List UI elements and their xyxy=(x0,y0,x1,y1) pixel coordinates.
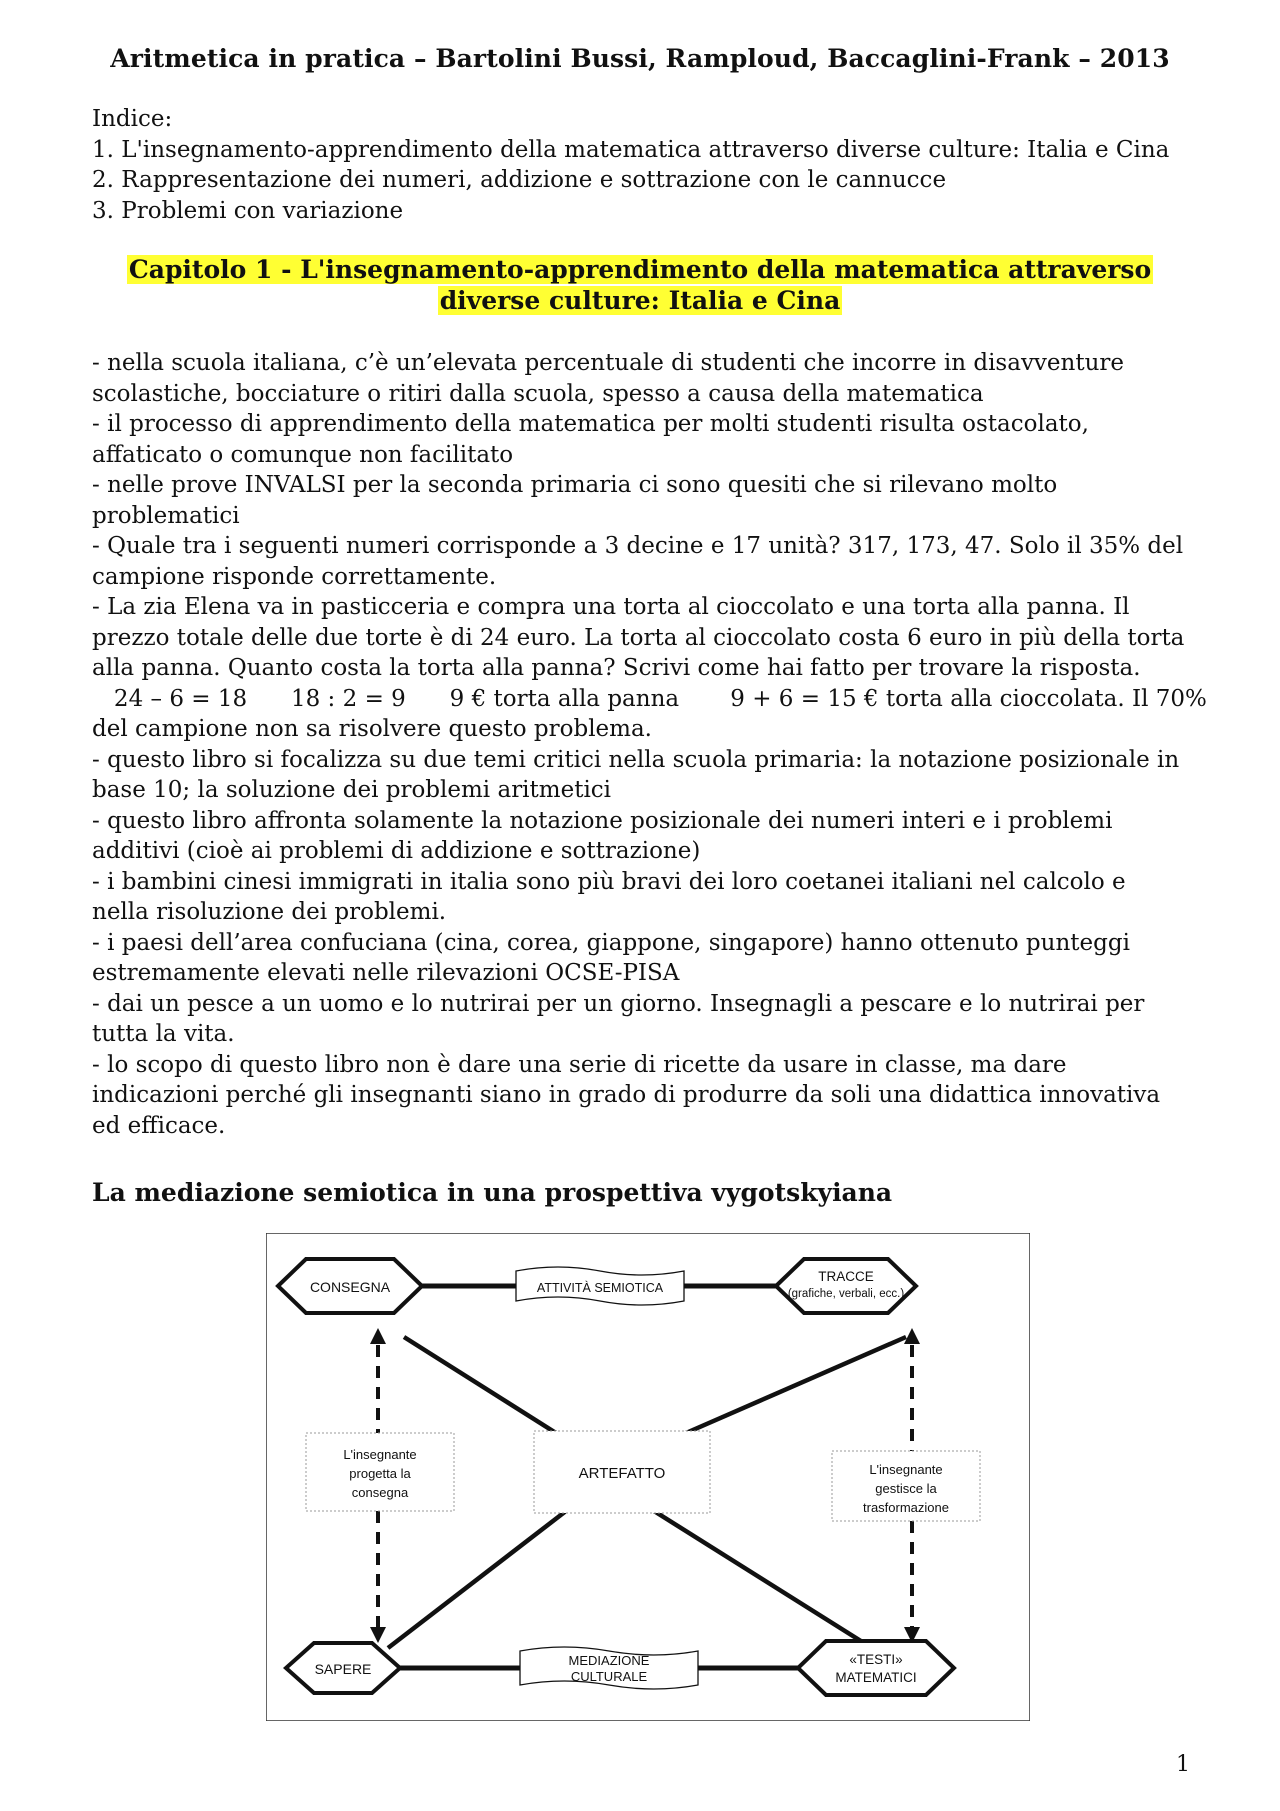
bullet-line: del campione non sa risolvere questo problema. xyxy=(92,716,652,742)
sapere-label: SAPERE xyxy=(314,1661,372,1677)
bullet-line: - i paesi dell’area confuciana (cina, corea, giappone, singapore) hanno ottenuto punteggi xyxy=(92,929,1130,956)
bullet-item xyxy=(92,592,1207,745)
bullet-line: - nelle prove INVALSI per la seconda primaria ci sono quesiti che si rilevano molto xyxy=(92,472,1058,498)
bullet-line: nella risoluzione dei problemi. xyxy=(92,899,447,925)
bullet-item xyxy=(92,989,1202,1050)
index-item: 1. L'insegnamento-apprendimento della matematica attraverso diverse culture: Italia e Cina xyxy=(92,136,1170,163)
testi-matematici-node xyxy=(798,1641,954,1695)
tracce-label: TRACCE xyxy=(818,1269,874,1284)
mediazione-label: CULTURALE xyxy=(570,1669,648,1684)
bullet-line: base 10; la soluzione dei problemi aritmetici xyxy=(92,777,612,803)
bullet-line: problematici xyxy=(92,502,240,529)
bullet-line: additivi (cioè ai problemi di addizione e sottrazione) xyxy=(92,838,701,864)
chapter-heading-line: Capitolo 1 - L'insegnamento-apprendimento della matematica attraverso xyxy=(128,255,1152,284)
bullet-item xyxy=(92,348,1202,409)
bullet-item xyxy=(92,745,1202,806)
bullet-line: tutta la vita. xyxy=(92,1021,235,1047)
testi-label: MATEMATICI xyxy=(835,1670,917,1685)
bullet-line: affaticato o comunque non facilitato xyxy=(92,441,514,468)
chapter-heading-line: diverse culture: Italia e Cina xyxy=(439,286,841,315)
document-title: Aritmetica in pratica – Bartolini Bussi, Ramploud, Baccaglini-Frank – 2013 xyxy=(110,44,1170,73)
attivita-label: ATTIVITÀ SEMIOTICA xyxy=(536,1281,664,1295)
index-heading: Indice: xyxy=(92,106,173,132)
bullet-line: estremamente elevati nelle rilevazioni OCSE-PISA xyxy=(92,960,680,986)
insegnante-gestisce-line: gestisce la xyxy=(875,1481,937,1496)
insegnante-gestisce-line: L'insegnante xyxy=(869,1462,943,1477)
bullet-line: prezzo totale delle due torte è di 24 euro. La torta al cioccolato costa 6 euro in più della torta xyxy=(92,624,1185,651)
artefatto-label: ARTEFATTO xyxy=(578,1465,666,1482)
bullet-line: - i bambini cinesi immigrati in italia sono più bravi dei loro coetanei italiani nel calcolo e xyxy=(92,868,1126,895)
tracce-node xyxy=(776,1259,916,1313)
bullet-line: alla panna. Quanto costa la torta alla panna? Scrivi come hai fatto per trovare la risposta. xyxy=(92,655,1141,681)
insegnante-gestisce-line: trasformazione xyxy=(863,1500,949,1515)
bullet-line: - La zia Elena va in pasticceria e compra una torta al cioccolato e una torta alla panna. Il xyxy=(92,594,1130,620)
bullet-item xyxy=(92,409,1202,470)
bullet-item xyxy=(92,806,1202,867)
bullet-line: indicazioni perché gli insegnanti siano in grado di produrre da soli una didattica innovativa xyxy=(92,1082,1161,1108)
tracce-sublabel: (grafiche, verbali, ecc.) xyxy=(787,1288,905,1300)
bullet-line: - Quale tra i seguenti numeri corrisponde a 3 decine e 17 unità? 317, 173, 47. Solo il 35% del xyxy=(92,533,1184,559)
insegnante-progetta-line: L'insegnante xyxy=(343,1447,417,1462)
testi-label: «TESTI» xyxy=(849,1652,903,1667)
bullet-line: - lo scopo di questo libro non è dare una serie di ricette da usare in classe, ma dare xyxy=(92,1051,1067,1078)
consegna-label: CONSEGNA xyxy=(309,1279,391,1295)
semiotic-mediation-diagram xyxy=(266,1233,1030,1721)
bullet-line: ed efficace. xyxy=(92,1112,226,1139)
section-heading: La mediazione semiotica in una prospettiva vygotskyiana xyxy=(92,1178,893,1207)
index-item: 2. Rappresentazione dei numeri, addizione e sottrazione con le cannucce xyxy=(92,167,947,193)
bullet-line: - il processo di apprendimento della matematica per molti studenti risulta ostacolato, xyxy=(92,411,1089,437)
bullet-item xyxy=(92,531,1202,592)
bullet-item xyxy=(92,928,1202,989)
chapter-heading xyxy=(0,254,1280,316)
bullet-item xyxy=(92,1050,1202,1142)
bullet-line: - dai un pesce a un uomo e lo nutrirai per un giorno. Insegnagli a pescare e lo nutrirai per xyxy=(92,990,1145,1017)
insegnante-progetta-line: progetta la xyxy=(349,1466,411,1481)
bullet-line: - questo libro affronta solamente la notazione posizionale dei numeri interi e i problemi xyxy=(92,807,1113,834)
bullet-line: - nella scuola italiana, c’è un’elevata percentuale di studenti che incorre in disavventure xyxy=(92,350,1125,376)
bullet-line: - questo libro si focalizza su due temi critici nella scuola primaria: la notazione posizionale in xyxy=(92,746,1180,773)
table-of-contents xyxy=(92,104,1202,226)
mediazione-label: MEDIAZIONE xyxy=(568,1653,650,1668)
insegnante-progetta-line: consegna xyxy=(351,1485,409,1500)
bullet-item xyxy=(92,867,1202,928)
index-item: 3. Problemi con variazione xyxy=(92,197,404,224)
bullet-line: scolastiche, bocciature o ritiri dalla scuola, spesso a causa della matematica xyxy=(92,380,984,407)
bullet-item xyxy=(92,470,1202,531)
bullet-list xyxy=(92,348,1207,1141)
calculation-line: 24 – 6 = 18 18 : 2 = 9 9 € torta alla panna 9 + 6 = 15 € torta alla cioccolata. Il 70% xyxy=(92,685,1207,712)
bullet-line: campione risponde correttamente. xyxy=(92,563,497,590)
page-number: 1 xyxy=(1176,1752,1190,1777)
